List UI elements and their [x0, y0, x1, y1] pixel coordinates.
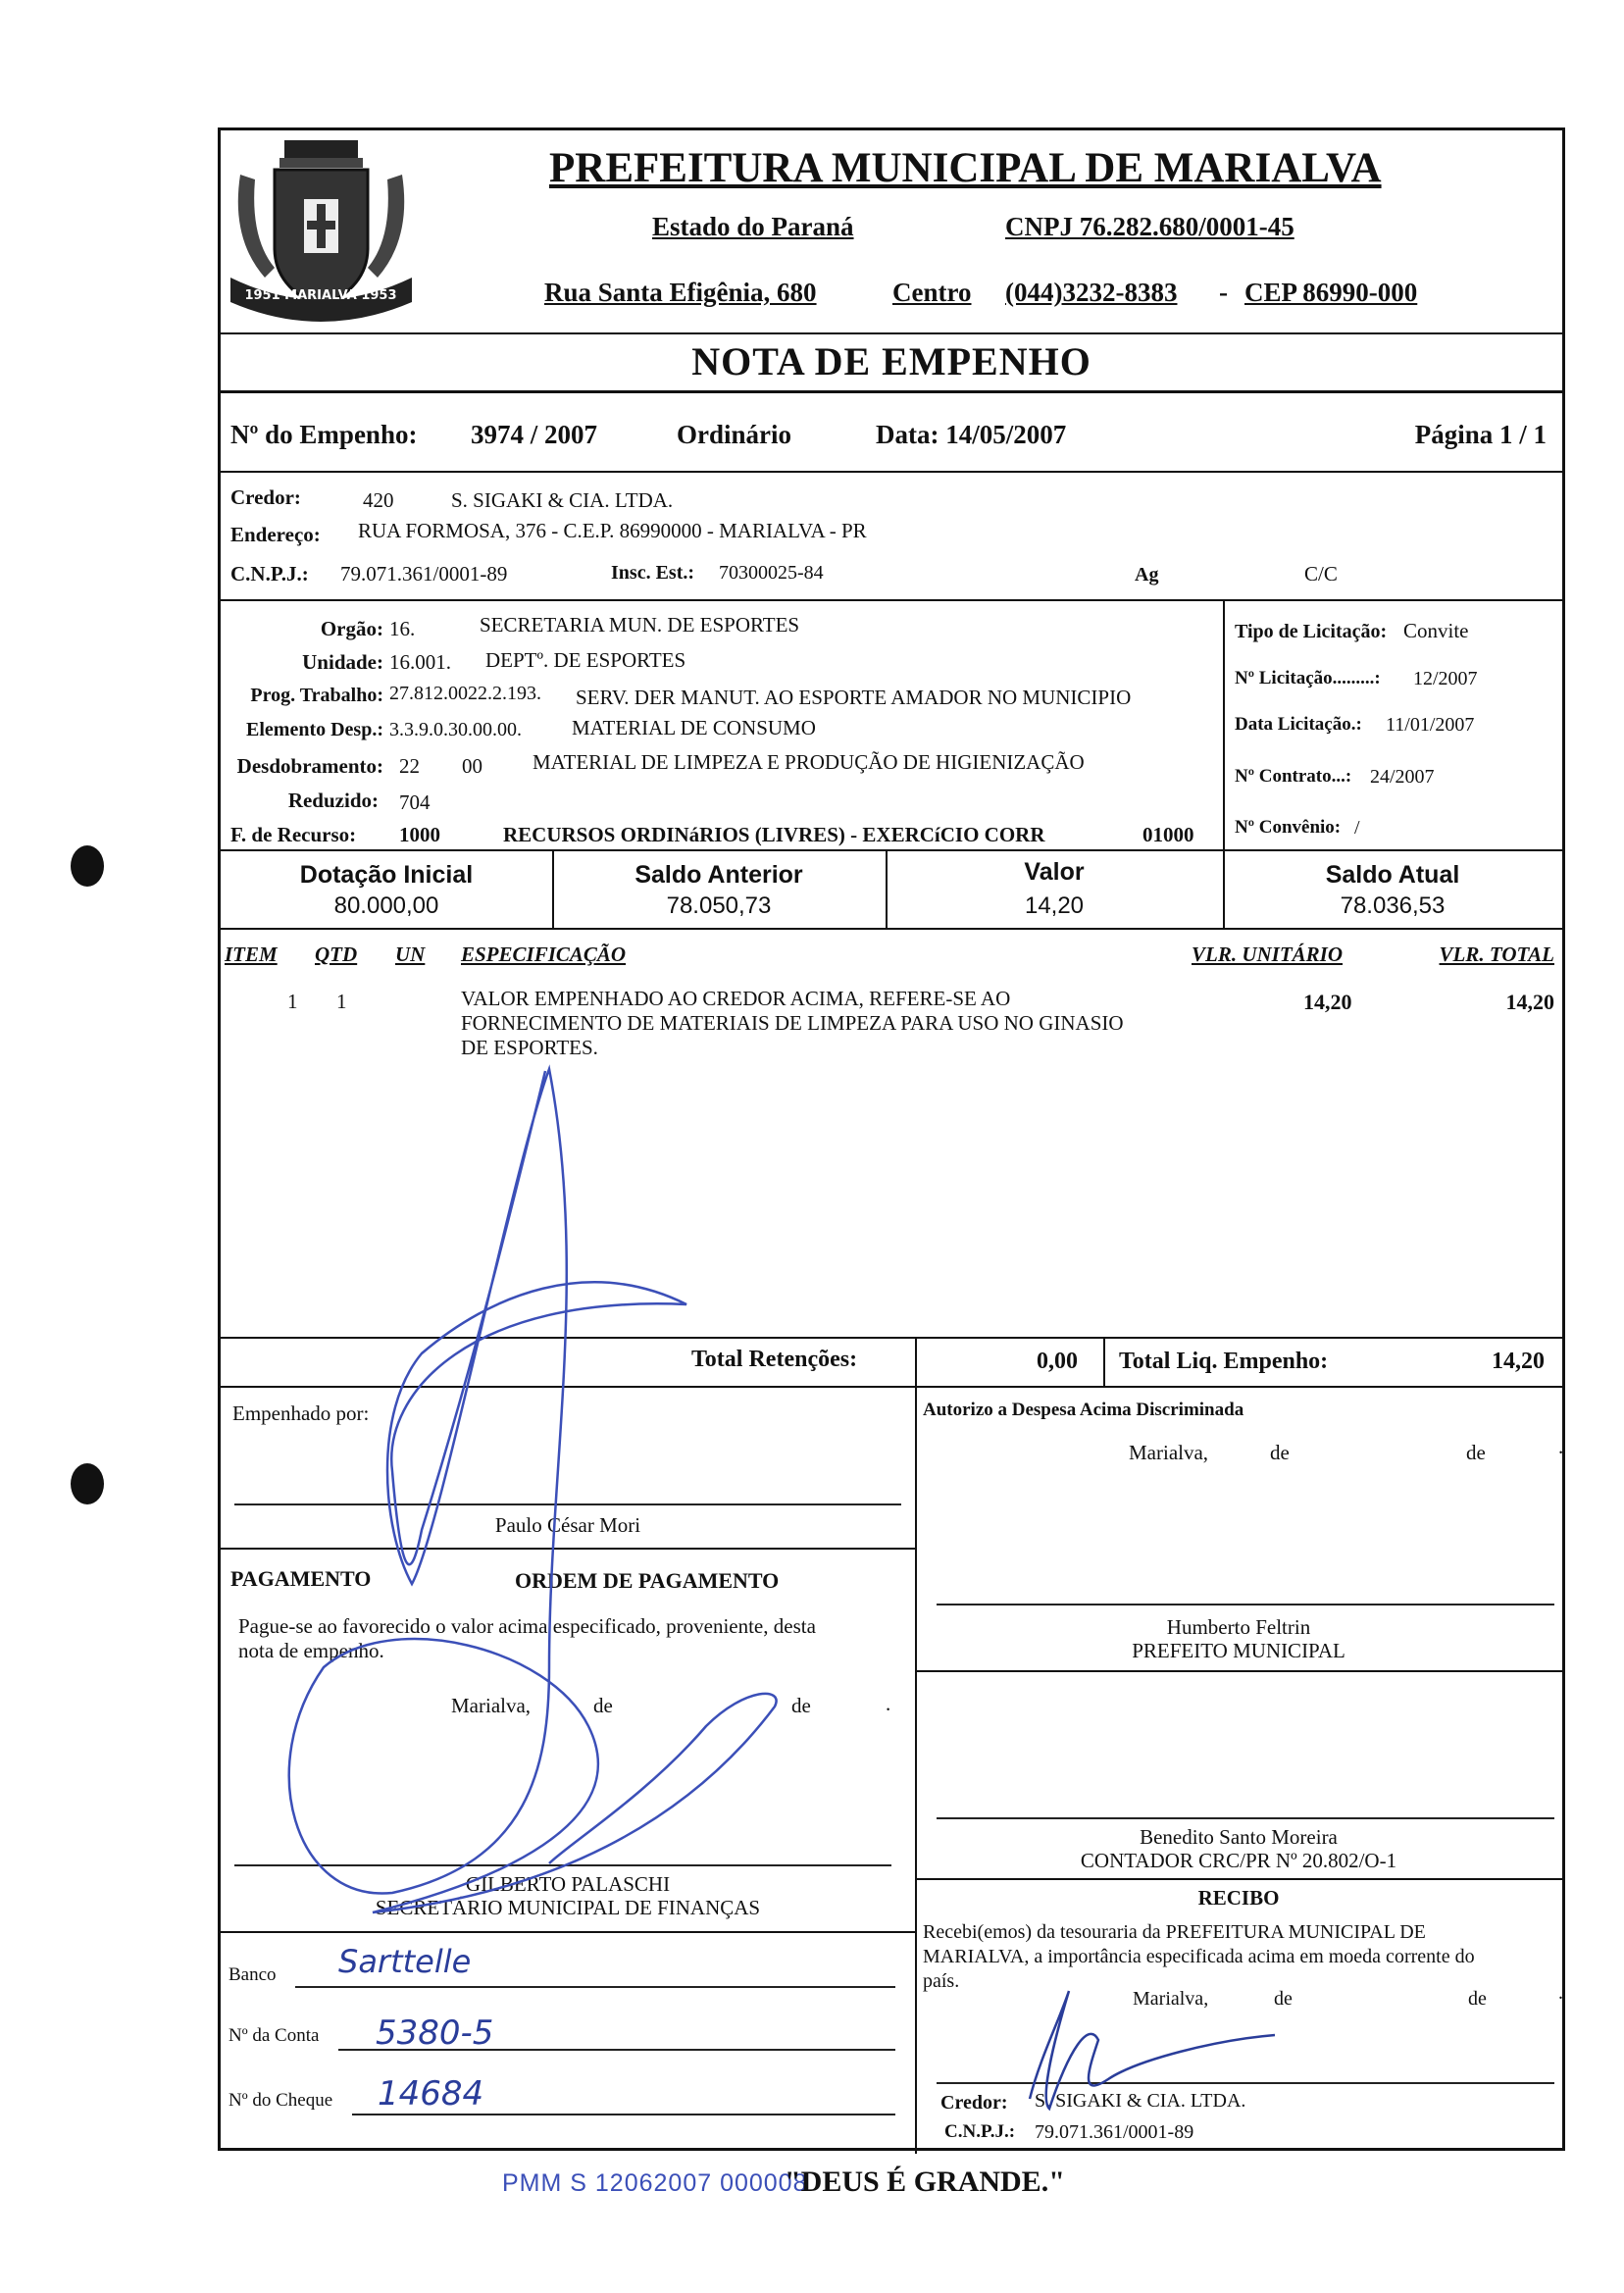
divider	[221, 332, 1562, 334]
page-indicator: Página 1 / 1	[1414, 420, 1547, 449]
divider	[1103, 1337, 1105, 1386]
divider	[221, 1931, 915, 1933]
divider	[221, 390, 1562, 393]
binder-hole-bottom	[71, 1463, 104, 1504]
municipality-cnpj: CNPJ 76.282.680/0001-45	[1005, 212, 1294, 241]
empenhado-por-label: Empenhado por:	[232, 1401, 370, 1425]
reduzido-label: Reduzido:	[287, 789, 379, 812]
contrato-label: Nº Contrato...:	[1235, 766, 1352, 787]
unidade-name: DEPTº. DE ESPORTES	[485, 648, 686, 672]
convenio-label: Nº Convênio:	[1235, 817, 1342, 838]
footer-motto: "DEUS É GRANDE."	[785, 2166, 1065, 2198]
autorizo-de-1: de	[1270, 1441, 1290, 1464]
secretario-role: SECRETÁRIO MUNICIPAL DE FINANÇAS	[375, 1896, 761, 1919]
signature-line	[234, 1503, 901, 1505]
header-separator: -	[1219, 278, 1228, 307]
saldo-anterior-label: Saldo Anterior	[634, 861, 803, 889]
crest-text: 1951 MARIALVA 1953	[244, 288, 397, 303]
unidade-code: 16.001.	[389, 650, 451, 674]
divider	[221, 599, 1562, 601]
credor-ag-label: Ag	[1135, 564, 1159, 586]
state-name: Estado do Paraná	[652, 212, 854, 241]
item-unit-value: 14,20	[1303, 990, 1352, 1014]
unidade-label: Unidade:	[302, 650, 383, 674]
desdobramento-code-1: 22	[399, 754, 420, 778]
conta-label: Nº da Conta	[228, 2025, 320, 2046]
recibo-de-2: de	[1468, 1988, 1487, 2010]
total-liq-value: 14,20	[1492, 1349, 1545, 1374]
convenio-value: /	[1354, 817, 1360, 839]
pagamento-text-line-2: nota de empenho.	[238, 1639, 384, 1662]
recibo-credor-name: S. SIGAKI & CIA. LTDA.	[1035, 2090, 1246, 2112]
saldo-atual-label: Saldo Atual	[1325, 861, 1460, 889]
credor-address: RUA FORMOSA, 376 - C.E.P. 86990000 - MARIALVA - PR	[358, 519, 867, 542]
reduzido-value: 704	[399, 790, 431, 814]
empenho-number: 3974 / 2007	[471, 420, 598, 449]
autorizo-de-2: de	[1466, 1441, 1486, 1464]
prefeito-name: Humberto Feltrin	[1166, 1615, 1311, 1639]
total-retencoes-value: 0,00	[1037, 1349, 1078, 1374]
recibo-text-line-2: MARIALVA, a importância especificada acima em moeda corrente do	[923, 1946, 1475, 1967]
binder-hole-top	[71, 845, 104, 887]
divider	[915, 1386, 917, 2154]
municipality-cep: CEP 86990-000	[1244, 278, 1418, 307]
recibo-cnpj: 79.071.361/0001-89	[1035, 2121, 1194, 2143]
tipo-licitacao-label: Tipo de Licitação:	[1235, 621, 1388, 642]
municipality-phone: (044)3232-8383	[1005, 278, 1178, 307]
empenho-date: Data: 14/05/2007	[876, 420, 1067, 449]
divider	[915, 1670, 1562, 1672]
autorizo-dot: .	[1558, 1435, 1564, 1458]
divider	[221, 1337, 1562, 1339]
secretario-name: GILBERTO PALASCHI	[465, 1872, 671, 1896]
empenhado-por-name: Paulo César Mori	[494, 1513, 641, 1537]
credor-label: Credor:	[230, 485, 301, 509]
item-description-line-1: VALOR EMPENHADO AO CREDOR ACIMA, REFERE-SE AO	[461, 987, 1011, 1010]
recibo-city: Marialva,	[1133, 1988, 1209, 2010]
valor-value: 14,20	[1024, 892, 1085, 919]
credor-code: 420	[363, 488, 394, 512]
fonte-recurso-name: RECURSOS ORDINáRIOS (LIVRES) - EXERCíCIO CORR	[503, 823, 1045, 846]
pagamento-de-1: de	[593, 1694, 613, 1717]
fonte-recurso-code: 1000	[399, 823, 440, 846]
credor-name: S. SIGAKI & CIA. LTDA.	[451, 488, 674, 512]
pagamento-text-line-1: Pague-se ao favorecido o valor acima especificado, proveniente, desta	[238, 1614, 816, 1638]
prog-trabalho-name: SERV. DER MANUT. AO ESPORTE AMADOR NO MUNICIPIO	[576, 686, 1132, 709]
data-licitacao-value: 11/01/2007	[1386, 714, 1475, 736]
recibo-credor-label: Credor:	[940, 2092, 1008, 2114]
prefeito-role: PREFEITO MUNICIPAL	[1132, 1639, 1345, 1662]
item-total-value: 14,20	[1505, 990, 1554, 1014]
credor-cnpj: 79.071.361/0001-89	[340, 562, 508, 586]
total-liq-label: Total Liq. Empenho:	[1119, 1349, 1329, 1374]
ordem-pagamento-label: ORDEM DE PAGAMENTO	[515, 1568, 780, 1593]
dotacao-inicial-label: Dotação Inicial	[299, 861, 474, 889]
signature-line	[937, 1604, 1554, 1605]
protocol-stamp: PMM S 12062007 000008	[502, 2169, 808, 2197]
saldo-anterior-value: 78.050,73	[666, 892, 772, 919]
num-licitacao-value: 12/2007	[1413, 668, 1478, 689]
signature-line	[937, 2082, 1554, 2084]
divider	[221, 471, 1562, 473]
autorizo-city: Marialva,	[1129, 1441, 1209, 1464]
pagamento-dot: .	[886, 1692, 891, 1715]
pagamento-label: PAGAMENTO	[230, 1566, 372, 1591]
saldo-atual-value: 78.036,53	[1340, 892, 1446, 919]
prog-trabalho-code: 27.812.0022.2.193.	[389, 683, 541, 704]
divider	[915, 1337, 917, 1386]
item-description-line-2: FORNECIMENTO DE MATERIAIS DE LIMPEZA PARA USO NO GINASIO	[461, 1011, 1124, 1035]
credor-address-label: Endereço:	[230, 523, 321, 546]
pagamento-de-2: de	[791, 1694, 811, 1717]
crest-icon	[221, 130, 422, 331]
credor-insc: 70300025-84	[719, 562, 824, 584]
contador-role: CONTADOR CRC/PR Nº 20.802/O-1	[1080, 1849, 1397, 1872]
recibo-cnpj-label: C.N.P.J.:	[944, 2121, 1016, 2142]
item-description-line-3: DE ESPORTES.	[461, 1036, 598, 1059]
divider	[221, 1386, 1562, 1388]
municipality-title: PREFEITURA MUNICIPAL DE MARIALVA	[549, 145, 1382, 191]
recibo-dot: .	[1558, 1982, 1563, 2004]
item-number: 1	[287, 990, 298, 1013]
desdobramento-name: MATERIAL DE LIMPEZA E PRODUÇÃO DE HIGIENIZAÇÃO	[533, 750, 1085, 774]
orgao-name: SECRETARIA MUN. DE ESPORTES	[480, 613, 800, 637]
recibo-text-line-1: Recebi(emos) da tesouraria da PREFEITURA MUNICIPAL DE	[923, 1921, 1426, 1943]
recibo-label: RECIBO	[1197, 1886, 1280, 1910]
banco-field[interactable]: Sarttelle	[338, 1943, 472, 1980]
data-licitacao-label: Data Licitação.:	[1235, 714, 1362, 735]
contador-name: Benedito Santo Moreira	[1140, 1825, 1338, 1849]
elemento-desp-code: 3.3.9.0.30.00.00.	[389, 719, 522, 740]
credor-insc-label: Insc. Est.:	[611, 562, 695, 584]
divider	[915, 1878, 1562, 1880]
fonte-recurso-label: F. de Recurso:	[230, 823, 357, 846]
desdobramento-code-2: 00	[462, 754, 482, 778]
conta-field[interactable]: 5380-5	[376, 2013, 494, 2053]
banco-label: Banco	[228, 1964, 277, 1985]
dotacao-inicial-value: 80.000,00	[333, 892, 439, 919]
municipal-crest	[221, 130, 422, 331]
prog-trabalho-label: Prog. Trabalho:	[250, 685, 383, 706]
col-un: UN	[395, 943, 426, 966]
contrato-value: 24/2007	[1370, 766, 1435, 788]
col-especificacao: ESPECIFICAÇÃO	[461, 943, 627, 966]
recibo-text-line-3: país.	[923, 1970, 960, 1992]
col-vlr-total: VLR. TOTAL	[1439, 943, 1554, 966]
municipality-address: Rua Santa Efigênia, 680	[544, 278, 817, 307]
orgao-code: 16.	[389, 617, 416, 640]
signature-line	[937, 1817, 1554, 1819]
col-vlr-unitario: VLR. UNITÁRIO	[1192, 943, 1344, 966]
total-retencoes-label: Total Retenções:	[691, 1347, 858, 1372]
divider	[221, 849, 1562, 851]
autorizo-label: Autorizo a Despesa Acima Discriminada	[923, 1400, 1244, 1420]
orgao-label: Orgão:	[320, 617, 383, 640]
pagamento-city: Marialva,	[451, 1694, 532, 1717]
nota-de-empenho-form	[218, 127, 1565, 2151]
desdobramento-label: Desdobramento:	[236, 754, 383, 778]
cheque-field-line	[352, 2114, 895, 2115]
credor-cnpj-label: C.N.P.J.:	[230, 562, 309, 586]
item-qtd: 1	[336, 990, 347, 1013]
num-licitacao-label: Nº Licitação.........:	[1235, 668, 1381, 688]
empenho-number-label: Nº do Empenho:	[230, 420, 418, 449]
col-qtd: QTD	[315, 943, 358, 966]
elemento-desp-label: Elemento Desp.:	[246, 719, 383, 740]
tipo-licitacao-value: Convite	[1403, 619, 1469, 642]
banco-field-line	[295, 1986, 895, 1988]
elemento-desp-name: MATERIAL DE CONSUMO	[572, 716, 816, 739]
empenho-type: Ordinário	[677, 420, 792, 449]
credor-cc-label: C/C	[1304, 562, 1338, 586]
valor-label: Valor	[1024, 858, 1085, 886]
cheque-field[interactable]: 14684	[378, 2074, 484, 2114]
divider	[1223, 599, 1225, 849]
signature-line	[234, 1864, 891, 1866]
divider	[221, 928, 1562, 930]
col-item: ITEM	[225, 943, 278, 966]
cheque-label: Nº do Cheque	[228, 2090, 333, 2111]
fonte-recurso-code-2: 01000	[1142, 823, 1194, 846]
municipality-district: Centro	[892, 278, 972, 307]
recibo-de-1: de	[1274, 1988, 1293, 2010]
document-title: NOTA DE EMPENHO	[691, 339, 1091, 383]
divider	[221, 1548, 915, 1550]
